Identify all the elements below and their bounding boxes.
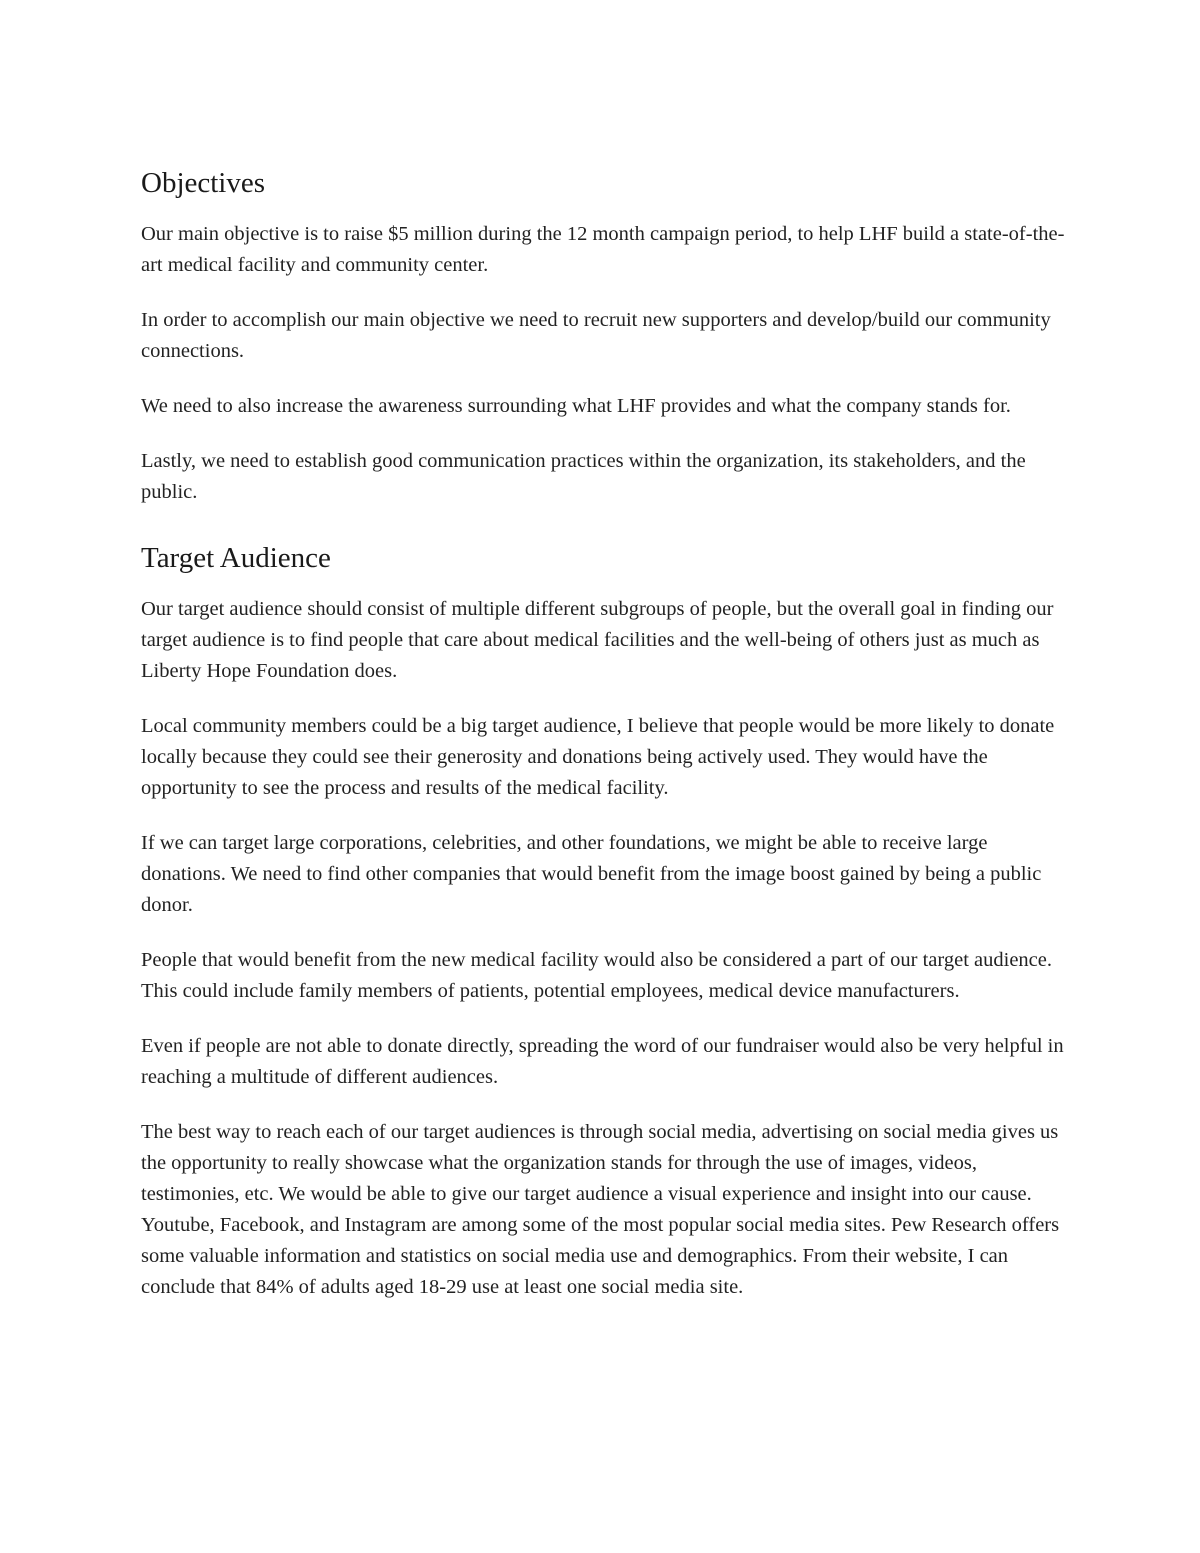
document-body <box>141 165 1066 1327</box>
paragraph: Our main objective is to raise $5 million during the 12 month campaign period, to help LHF build a state-of-the-art medical facility and community center. <box>141 223 1065 276</box>
section-objectives <box>141 165 1066 508</box>
paragraph: People that would benefit from the new medical facility would also be considered a part of our target audience. This could include family members of patients, potential employees, medical device manufacturers. <box>141 949 1052 1002</box>
paragraph: Lastly, we need to establish good communication practices within the organization, its stakeholders, and the public. <box>141 450 1026 503</box>
section-heading-objectives: Objectives <box>141 167 266 199</box>
paragraph: In order to accomplish our main objective we need to recruit new supporters and develop/build our community connections. <box>141 309 1051 362</box>
section-heading-target-audience: Target Audience <box>141 542 331 574</box>
paragraph: We need to also increase the awareness surrounding what LHF provides and what the company stands for. <box>141 395 1011 417</box>
paragraph: Local community members could be a big target audience, I believe that people would be more likely to donate locally because they could see their generosity and donations being actively used. They would have the opportunity to see the process and results of the medical facility. <box>141 715 1055 799</box>
paragraph: If we can target large corporations, celebrities, and other foundations, we might be able to receive large donations. We need to find other companies that would benefit from the image boost gained by being a public donor. <box>141 832 1042 916</box>
paragraph: The best way to reach each of our target audiences is through social media, advertising on social media gives us the opportunity to really showcase what the organization stands for through the use of images, videos, testimonies, etc. We would be able to give our target audience a visual experience and insight into our cause. Youtube, Facebook, and Instagram are among some of the most popular social media sites. Pew Research offers some valuable information and statistics on social media use and demographics. From their website, I can conclude that 84% of adults aged 18-29 use at least one social media site. <box>141 1121 1060 1298</box>
section-target-audience <box>141 540 1066 1303</box>
paragraph: Even if people are not able to donate directly, spreading the word of our fundraiser would also be very helpful in reaching a multitude of different audiences. <box>141 1035 1064 1088</box>
paragraph: Our target audience should consist of multiple different subgroups of people, but the overall goal in finding our target audience is to find people that care about medical facilities and the well-being of others just as much as Liberty Hope Foundation does. <box>141 598 1054 682</box>
